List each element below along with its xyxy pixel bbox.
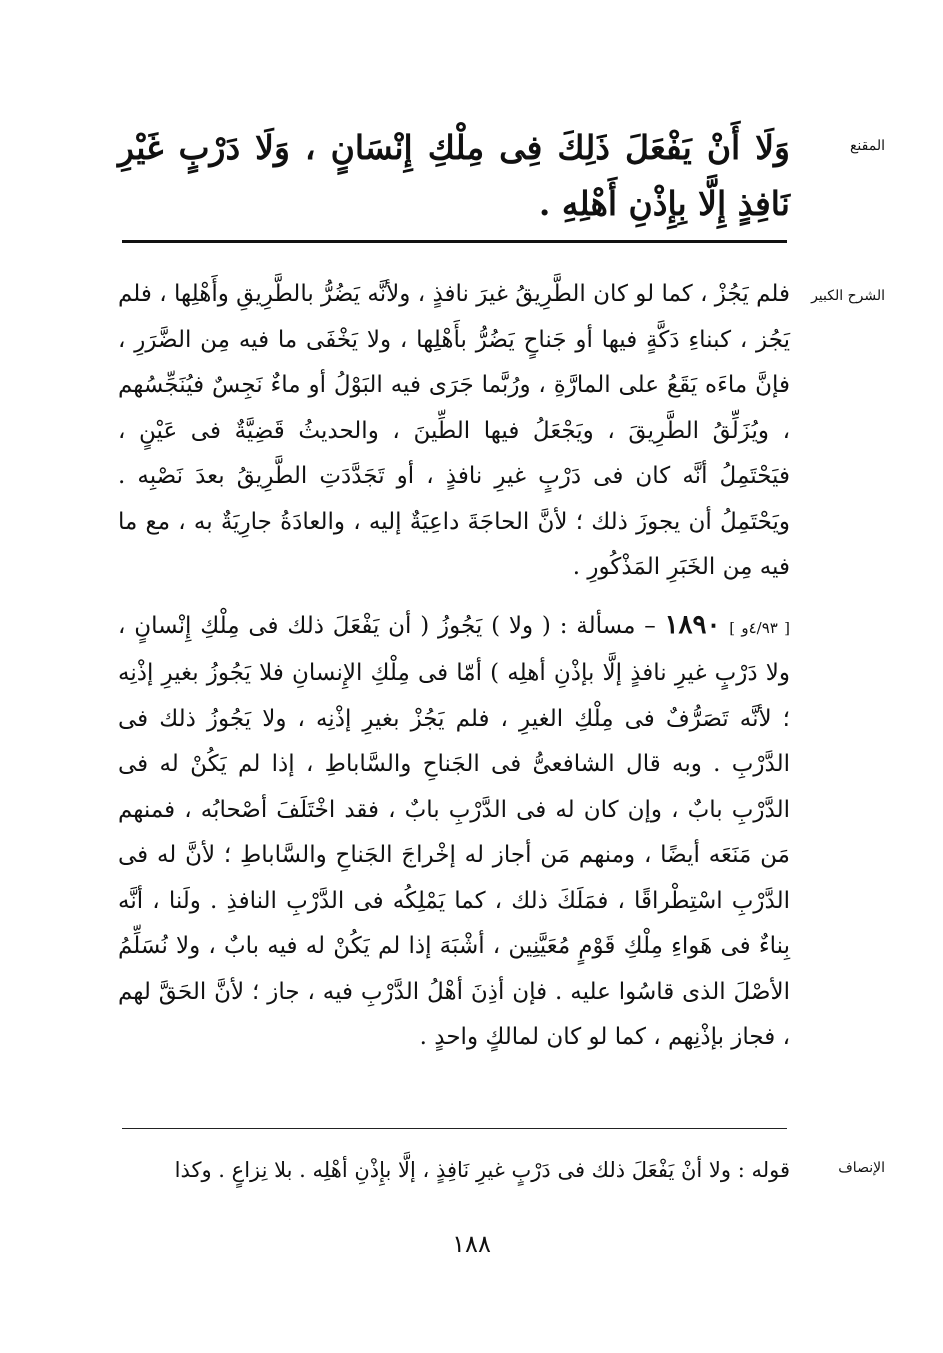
sharh-paragraph-2 [118,603,790,1061]
thick-divider [122,240,787,243]
volume-page-ref: [ ٤/٩٣و ] [729,618,790,637]
insaf-text: قوله : ولا أنْ يَفْعَلَ ذلك فى دَرْبٍ غيرِ نَافِذٍ ، إلَّا بإِذْنِ أهْلِه . بلا نِزاعٍ . وكذا [174,1158,790,1182]
muqni-text: وَلَا أَنْ يَفْعَلَ ذَلِكَ فِى مِلْكِ إِنْسَانٍ ، وَلَا دَرْبٍ غَيْرِ نَافِذٍ إِلَّا بِإِذْنِ أَهْلِهِ . [118,128,790,223]
muqni-label: المقنع [849,138,885,154]
issue-number: ١٨٩٠ [664,609,721,640]
sharh-label: الشرح الكبير [811,288,885,304]
sharh-body [118,272,790,1061]
thin-divider [122,1128,787,1129]
issue-text: ( ولا ) يَجُوزُ ( أن يَفْعَلَ ذلك فى مِلْكِ إِنْسانٍ ، ولا دَرْبٍ غيرِ نافذٍ إلَّا بإذْنِ أهلِه ) أمّا فى مِلْكِ الإِنسانِ فلا يَجُوزُ بغيرِ إذْنِه ؛ لأنَّه تَصَرُّفٌ فى مِلْكِ الغيرِ ، فلم يَجُزْ بغيرِ إذْنِه ، ولا يَجُوزُ ذلك فى الدَّرْبِ . وبه قال الشافعىُّ فى الجَناحِ والسَّاباطِ ، إذا لم يَكُنْ له فى الدَّرْبِ بابٌ ، وإن كان له فى الدَّرْبِ بابٌ ، فقد اخْتَلَفَ أصْحابُه ، فمنهم مَن مَنَعَه أيضًا ، ومنهم مَن أجاز له إخْراجَ الجَناحِ والسَّاباطِ ؛ لأنَّ له فى الدَّرْبِ اسْتِطْراقًا ، فمَلَكَ ذلك ، كما يَمْلِكُه فى الدَّرْبِ النافذِ . ولَنا ، أنَّه بِناءٌ فى هَواءِ مِلْكِ قَوْمٍ مُعَيَّنِين ، أشْبَهَ إذا لم يَكُنْ له فيه بابٌ ، ولا نُسَلِّمُ الأصْلَ الذى قاسُوا عليه . فإن أذِنَ أهْلُ الدَّرْبِ فيه ، جاز ؛ لأنَّ الحَقَّ لهم ، فجاز بإذْنِهم ، كما لو كان لمالكٍ واحدٍ . [118,612,790,1050]
page-number: ١٨٨ [452,1230,491,1258]
insaf-label: الإنصاف [838,1160,885,1176]
issue-intro: – مسألة : [559,612,656,639]
sharh-paragraph-1: فلم يَجُزْ ، كما لو كان الطَّرِيقُ غيرَ نافذٍ ، ولأنَّه يَضُرُّ بالطَّرِيقِ وأَهْلِها ، فلم يَجُز ، كبناءِ دَكَّةٍ فيها أو جَناحٍ يَضُرُّ بأَهْلِها ، ولا يَخْفَى ما فيه مِن الضَّرَرِ ، فإنَّ ماءَه يَقَعُ على المارَّةِ ، ورُبَّما جَرَى فيه البَوْلُ أو ماءٌ نَجِسٌ فيُنَجِّسُهم ، ويُزَلِّقُ الطَّرِيقَ ، ويَجْعَلُ فيها الطِّينَ ، والحديثُ قَضِيَّةٌ فى عَيْنٍ ، فيَحْتَمِلُ أنَّه كان فى دَرْبٍ غيرِ نافذٍ ، أو تَجَدَّدَتِ الطَّرِيقُ بعدَ نَصْبِه . ويَحْتَمِلُ أن يجوزَ ذلك ؛ لأنَّ الحاجَةَ داعِيَةٌ إليه ، والعادَةُ جارِيَةٌ به ، مع ما فيه مِن الخَبَرِ المَذْكُورِ . [118,281,790,580]
